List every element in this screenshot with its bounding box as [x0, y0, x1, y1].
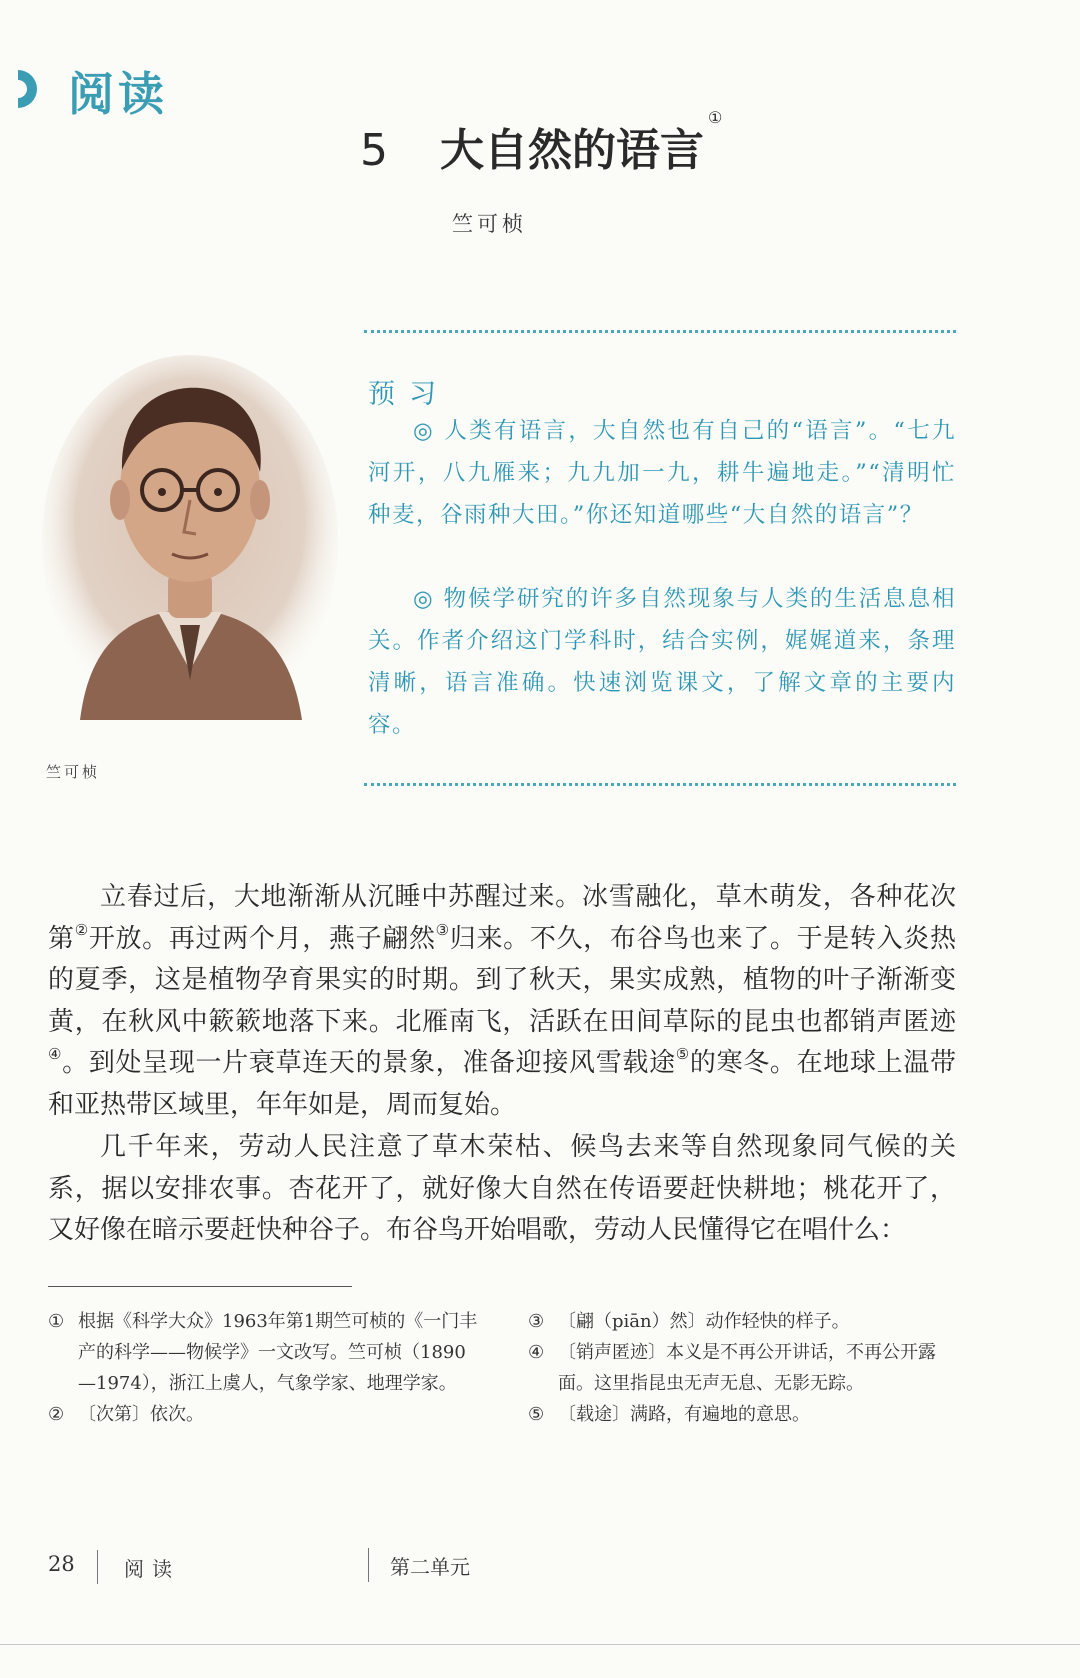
- preview-paragraph-2: ◎ 物候学研究的许多自然现象与人类的生活息息相关。作者介绍这门学科时，结合实例，娓娓道来，条理清晰，语言准确。快速浏览课文，了解文章的主要内容。: [368, 586, 956, 738]
- footnote-text: 根据《科学大众》1963年第1期竺可桢的《一门丰产的科学——物候学》一文改写。竺可桢（1890—1974），浙江上虞人，气象学家、地理学家。: [78, 1311, 478, 1394]
- footnotes-divider: [48, 1286, 352, 1287]
- footnote-number: ①: [48, 1311, 65, 1332]
- body-text: 的寒冬。在地球上温带和亚热带区域里，年年如是，周而复始。: [48, 1048, 956, 1120]
- preview-paragraph-1: ◎ 人类有语言，大自然也有自己的“语言”。“七九河开，八九雁来；九九加一九，耕牛遍地走。”“清明忙种麦，谷雨种大田。”你还知道哪些“大自然的语言”？: [368, 418, 956, 528]
- footnote-number: ②: [48, 1404, 65, 1425]
- author-portrait: [40, 340, 340, 720]
- preview-bottom-divider: [364, 783, 956, 786]
- footnote-4: [528, 1337, 958, 1399]
- footnote-1: [48, 1306, 482, 1399]
- footnote-mark-2[interactable]: ②: [74, 920, 89, 939]
- body-text: 归来。不久，布谷鸟也来了。于是转入炎热的夏季，这是植物孕育果实的时期。到了秋天，果实成熟，植物的叶子渐渐变黄，在秋风中簌簌地落下来。北雁南飞，活跃在田间草际的昆虫也都销声匿迹: [48, 923, 956, 1037]
- footnote-text: 〔翩（piān）然〕动作轻快的样子。: [558, 1311, 850, 1332]
- body-text: 。到处呈现一片衰草连天的景象，准备迎接风雪载途: [62, 1048, 676, 1078]
- footnote-number: ⑤: [528, 1404, 545, 1425]
- body-paragraph-2: 几千年来，劳动人民注意了草木荣枯、候鸟去来等自然现象同气候的关系，据以安排农事。杏花开了，就好像大自然在传语要赶快耕地；桃花开了，又好像在暗示要赶快种谷子。布谷鸟开始唱歌，劳动人民懂得它在唱什么：: [48, 1132, 956, 1245]
- footnote-text: 〔次第〕依次。: [78, 1404, 204, 1425]
- section-label: 阅读: [68, 67, 168, 121]
- body-text: 开放。再过两个月，燕子翩然: [88, 923, 436, 954]
- title-footnote-mark[interactable]: ①: [708, 108, 723, 127]
- footnote-number: ③: [528, 1311, 545, 1332]
- footnotes-column-right: [528, 1306, 958, 1430]
- page-number: 28: [48, 1552, 75, 1576]
- page-bottom-rule: [0, 1644, 1080, 1645]
- body-text: 立春过后，大地渐渐从沉睡中苏醒过来。冰雪融化，草木萌发，各种花次第: [48, 882, 956, 954]
- footnote-mark-4[interactable]: ④: [48, 1045, 63, 1064]
- footer-divider: [97, 1550, 98, 1584]
- lesson-number: 5: [360, 125, 388, 176]
- footnote-3: [528, 1306, 958, 1337]
- section-badge-icon: [14, 66, 48, 112]
- footnote-text: 〔销声匿迹〕本义是不再公开讲话，不再公开露面。这里指昆虫无声无息、无影无踪。: [558, 1342, 936, 1394]
- footnote-2: [48, 1399, 482, 1430]
- footnote-5: [528, 1399, 958, 1430]
- footnote-mark-3[interactable]: ③: [435, 920, 450, 939]
- preview-heading: 预习: [368, 379, 450, 410]
- footer-section-label: 阅读: [124, 1557, 180, 1581]
- body-paragraph-1: [48, 877, 956, 1126]
- preview-top-divider: [364, 330, 956, 333]
- author-byline: 竺可桢: [452, 212, 527, 236]
- lesson-title-text: 大自然的语言: [440, 125, 704, 176]
- footnote-text: 〔载途〕满路，有遍地的意思。: [558, 1404, 810, 1425]
- footnote-mark-5[interactable]: ⑤: [675, 1045, 690, 1064]
- footnotes-column-left: [48, 1306, 482, 1430]
- footer-unit-label: 第二单元: [390, 1555, 470, 1579]
- lesson-title: [360, 108, 723, 178]
- portrait-caption: 竺可桢: [46, 763, 101, 781]
- footnote-number: ④: [528, 1342, 545, 1363]
- footer-divider: [368, 1548, 369, 1582]
